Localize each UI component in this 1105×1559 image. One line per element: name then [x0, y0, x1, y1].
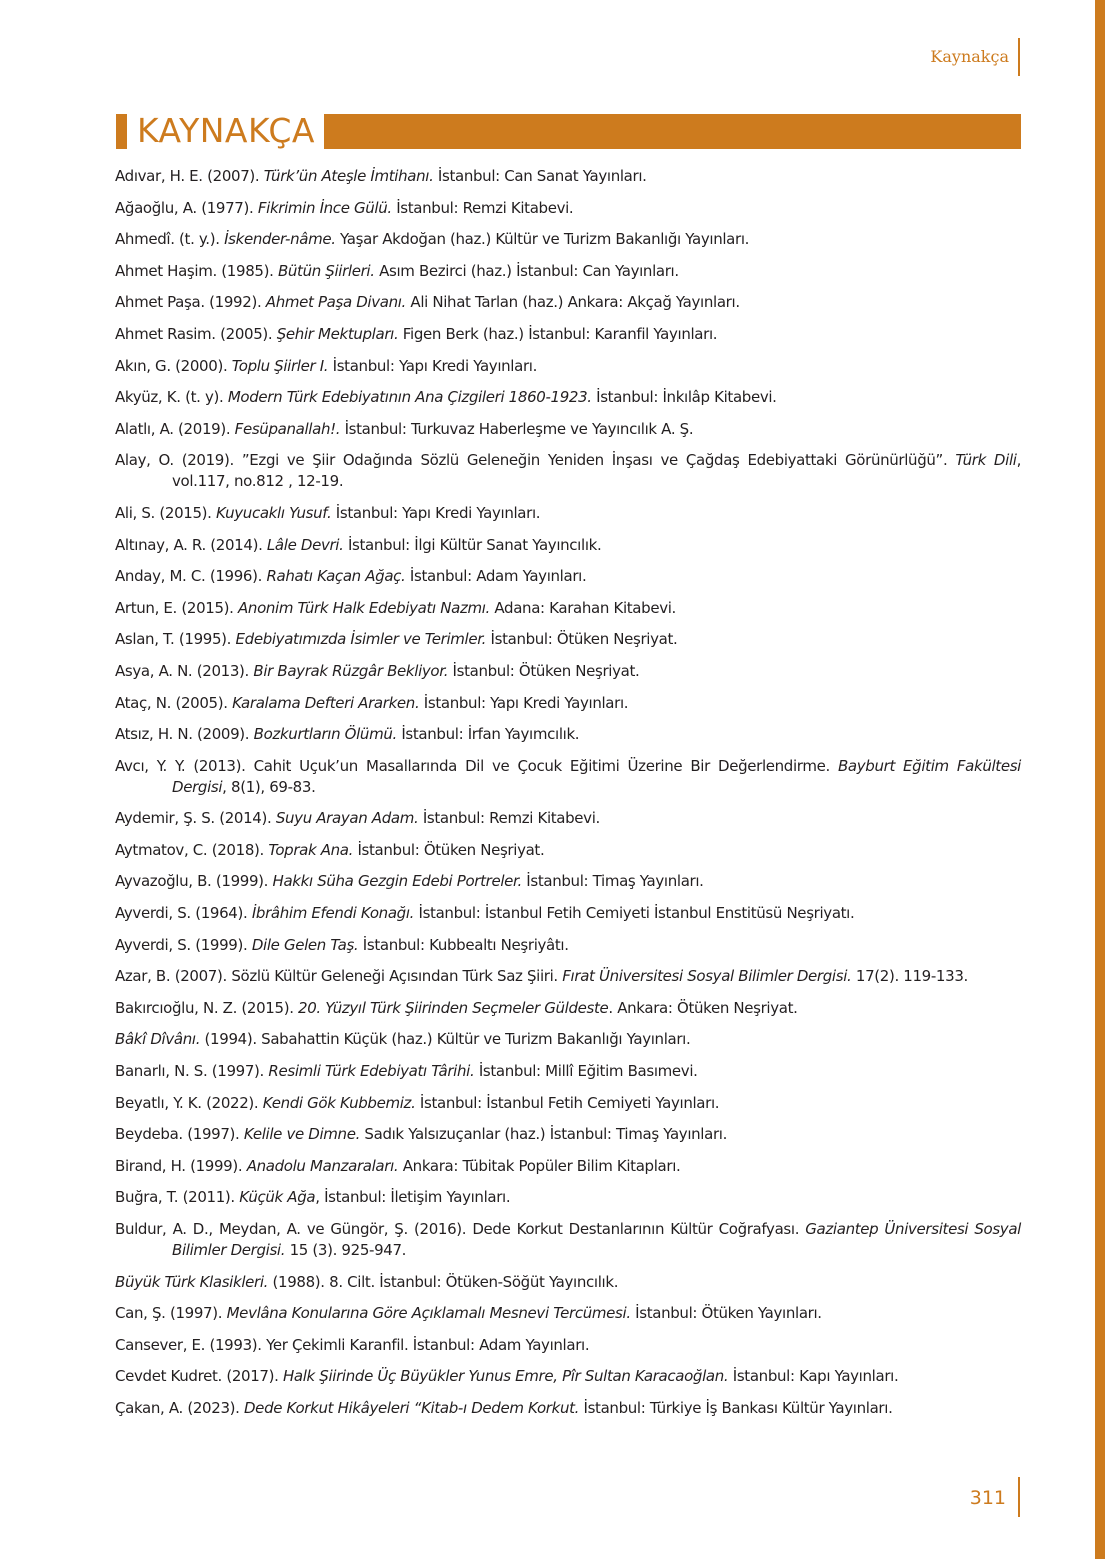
title-bar [324, 114, 1021, 149]
reference-title: Ahmet Paşa Divanı. [265, 293, 406, 312]
reference-text: Can, Ş. (1997). [115, 1304, 227, 1323]
reference-text: İstanbul: Remzi Kitabevi. [391, 198, 574, 217]
reference-text: Akın, G. (2000). [115, 356, 232, 375]
reference-text: Asya, A. N. (2013). [115, 661, 254, 680]
reference-title: İskender-nâme. [224, 230, 336, 249]
reference-title: Fikrimin İnce Gülü. [257, 198, 392, 217]
footer-rule [1018, 1477, 1020, 1517]
reference-text: Aydemir, Ş. S. (2014). [115, 809, 276, 828]
reference-title: Bir Bayrak Rüzgâr Bekliyor. [253, 661, 449, 680]
reference-entry [115, 1093, 1021, 1114]
reference-text: (1988). 8. Cilt. İstanbul: Ötüken-Söğüt Yayıncılık. [268, 1272, 619, 1291]
reference-text: İstanbul: Ötüken Neşriyat. [448, 661, 640, 680]
reference-title: Fırat Üniversitesi Sosyal Bilimler Dergisi. [562, 967, 852, 986]
reference-text: Alay, O. (2019). ”Ezgi ve Şiir Odağında Sözlü Geleneğin Yeniden İnşası ve Çağdaş Edebiyattaki Görünürlüğü”. [115, 451, 956, 470]
reference-entry [115, 661, 1021, 682]
reference-text: Aytmatov, C. (2018). [115, 840, 269, 859]
reference-entry [115, 840, 1021, 861]
reference-text: İstanbul: Yapı Kredi Yayınları. [419, 693, 629, 712]
page-number: 311 [969, 1487, 1006, 1509]
reference-entry [115, 1187, 1021, 1208]
reference-entry [115, 1124, 1021, 1145]
reference-text: Ahmet Paşa. (1992). [115, 293, 266, 312]
reference-text: , 8(1), 69-83. [222, 777, 316, 796]
reference-text: Beyatlı, Y. K. (2022). [115, 1093, 263, 1112]
reference-text: 17(2). 119-133. [851, 967, 968, 986]
reference-entry [115, 166, 1021, 187]
reference-title: Dede Korkut Hikâyeleri “Kitab-ı Dedem Korkut. [243, 1398, 580, 1417]
reference-entry [115, 356, 1021, 377]
reference-text: İstanbul: İlgi Kültür Sanat Yayıncılık. [343, 535, 602, 554]
reference-title: Şehir Mektupları. [276, 324, 399, 343]
reference-entry [115, 387, 1021, 408]
reference-text: Buğra, T. (2011). [115, 1188, 240, 1207]
reference-entry [115, 1366, 1021, 1387]
reference-entry [115, 693, 1021, 714]
reference-title: Resimli Türk Edebiyatı Târihi. [268, 1062, 475, 1081]
running-header: Kaynakça [930, 47, 1009, 66]
reference-title: Mevlâna Konularına Göre Açıklamalı Mesnevi Tercümesi. [226, 1304, 631, 1323]
header-rule [1018, 38, 1020, 76]
reference-text: İstanbul: Yapı Kredi Yayınları. [328, 356, 538, 375]
reference-title: Kelile ve Dimne. [243, 1125, 361, 1144]
reference-title: Halk Şiirinde Üç Büyükler Yunus Emre, Pîr Sultan Karacaoğlan. [282, 1367, 729, 1386]
reference-text: Atsız, H. N. (2009). [115, 725, 254, 744]
reference-text: Asım Bezirci (haz.) İstanbul: Can Yayınları. [374, 261, 679, 280]
reference-entry [115, 966, 1021, 987]
reference-text: İstanbul: Türkiye İş Bankası Kültür Yayınları. [579, 1398, 893, 1417]
reference-title: Edebiyatımızda İsimler ve Terimler. [235, 630, 487, 649]
page-edge-accent [1095, 0, 1105, 1559]
reference-title: Toplu Şiirler I. [231, 356, 329, 375]
reference-text: . Ankara: Ötüken Neşriyat. [608, 998, 798, 1017]
reference-entry [115, 535, 1021, 556]
reference-text: Ayverdi, S. (1964). [115, 904, 252, 923]
reference-text: Anday, M. C. (1996). [115, 567, 267, 586]
reference-text: İstanbul: Yapı Kredi Yayınları. [331, 503, 541, 522]
reference-text: 15 (3). 925-947. [285, 1241, 407, 1259]
reference-title: İbrâhim Efendi Konağı. [251, 904, 415, 923]
reference-text: Avcı, Y. Y. (2013). Cahit Uçuk’un Masallarında Dil ve Çocuk Eğitimi Üzerine Bir Değerlendirme. [115, 756, 838, 775]
reference-text: Buldur, A. D., Meydan, A. ve Güngör, Ş. (2016). Dede Korkut Destanlarının Kültür Coğrafyası. [115, 1220, 806, 1238]
reference-text: Ayverdi, S. (1999). [115, 935, 252, 954]
reference-text: Beydeba. (1997). [115, 1125, 244, 1144]
reference-text: Altınay, A. R. (2014). [115, 535, 267, 554]
reference-text: İstanbul: İstanbul Fetih Cemiyeti İstanbul Enstitüsü Neşriyatı. [414, 904, 855, 923]
reference-entry [115, 1303, 1021, 1324]
reference-text: (1994). Sabahattin Küçük (haz.) Kültür ve Turizm Bakanlığı Yayınları. [200, 1030, 691, 1049]
reference-text: İstanbul: Timaş Yayınları. [521, 872, 704, 891]
reference-text: Ankara: Tübitak Popüler Bilim Kitapları. [398, 1156, 681, 1175]
reference-title: 20. Yüzyıl Türk Şiirinden Seçmeler Güldeste [298, 998, 609, 1017]
reference-text: Birand, H. (1999). [115, 1156, 247, 1175]
reference-text: Bakırcıoğlu, N. Z. (2015). [115, 998, 299, 1017]
reference-entry [115, 1219, 1021, 1261]
section-title: KAYNAKÇA [137, 111, 315, 150]
reference-text: Alatlı, A. (2019). [115, 419, 235, 438]
reference-text: İstanbul: Ötüken Neşriyat. [353, 840, 545, 859]
reference-entry [115, 198, 1021, 219]
reference-text: Akyüz, K. (t. y). [115, 388, 228, 407]
reference-entry [115, 503, 1021, 524]
reference-title: Küçük Ağa [239, 1188, 316, 1207]
reference-title: Dile Gelen Taş. [251, 935, 359, 954]
reference-text: Ali Nihat Tarlan (haz.) Ankara: Akçağ Yayınları. [405, 293, 740, 312]
reference-title: Gaziantep Üniversitesi Sosyal Bilimler Dergisi. [172, 1220, 1021, 1259]
title-marker [116, 114, 127, 149]
reference-entry [115, 1156, 1021, 1177]
reference-title: Suyu Arayan Adam. [275, 809, 419, 828]
reference-title: Kuyucaklı Yusuf. [216, 503, 332, 522]
reference-text: İstanbul: Adam Yayınları. [405, 567, 587, 586]
reference-title: Toprak Ana. [268, 840, 354, 859]
reference-entry [115, 419, 1021, 440]
reference-text: Yaşar Akdoğan (haz.) Kültür ve Turizm Bakanlığı Yayınları. [335, 230, 750, 249]
reference-title: Büyük Türk Klasikleri. [115, 1272, 269, 1291]
reference-title: Modern Türk Edebiyatının Ana Çizgileri 1860-1923. [227, 388, 592, 407]
reference-text: Figen Berk (haz.) İstanbul: Karanfil Yayınları. [398, 324, 718, 343]
reference-title: Bayburt Eğitim Fakültesi Dergisi [172, 756, 1021, 796]
reference-text: Artun, E. (2015). [115, 598, 238, 617]
reference-text: Adıvar, H. E. (2007). [115, 167, 264, 185]
reference-text: İstanbul: Can Sanat Yayınları. [433, 167, 647, 185]
reference-text: Azar, B. (2007). Sözlü Kültür Geleneği Açısından Türk Saz Şiiri. [115, 967, 563, 986]
reference-text: İstanbul: Kubbealtı Neşriyâtı. [358, 935, 569, 954]
reference-title: Anonim Türk Halk Edebiyatı Nazmı. [238, 598, 490, 617]
reference-text: Adana: Karahan Kitabevi. [489, 598, 676, 617]
reference-entry [115, 1272, 1021, 1293]
reference-entry [115, 935, 1021, 956]
reference-text: Ayvazoğlu, B. (1999). [115, 872, 273, 891]
reference-entry [115, 229, 1021, 250]
reference-text: Sadık Yalsızuçanlar (haz.) İstanbul: Timaş Yayınları. [360, 1125, 728, 1144]
reference-text: İstanbul: Ötüken Yayınları. [630, 1304, 822, 1323]
reference-title: Türk’ün Ateşle İmtihanı. [263, 167, 434, 185]
reference-title: Fesüpanallah!. [234, 419, 341, 438]
reference-entry [115, 324, 1021, 345]
reference-entry [115, 1029, 1021, 1050]
reference-title: Bütün Şiirleri. [277, 261, 375, 280]
reference-text: Ataç, N. (2005). [115, 693, 233, 712]
reference-text: Ali, S. (2015). [115, 503, 217, 522]
reference-title: Anadolu Manzaraları. [246, 1156, 399, 1175]
reference-text: İstanbul: İrfan Yayımcılık. [396, 725, 580, 744]
reference-entry [115, 871, 1021, 892]
reference-text: İstanbul: Remzi Kitabevi. [418, 809, 600, 828]
reference-text: İstanbul: Millî Eğitim Basımevi. [474, 1062, 698, 1081]
reference-text: Cansever, E. (1993). Yer Çekimli Karanfil. İstanbul: Adam Yayınları. [115, 1335, 590, 1354]
reference-entry [115, 566, 1021, 587]
reference-text: Ahmet Haşim. (1985). [115, 261, 278, 280]
reference-text: , İstanbul: İletişim Yayınları. [315, 1188, 511, 1207]
reference-entry [115, 808, 1021, 829]
reference-entry [115, 903, 1021, 924]
reference-entry [115, 598, 1021, 619]
reference-list [115, 166, 1021, 1430]
reference-title: Bâkî Dîvânı. [115, 1030, 201, 1049]
reference-entry [115, 629, 1021, 650]
reference-text: Çakan, A. (2023). [115, 1398, 244, 1417]
reference-text: İstanbul: Turkuvaz Haberleşme ve Yayıncılık A. Ş. [340, 419, 694, 438]
reference-text: Ahmet Rasim. (2005). [115, 324, 277, 343]
reference-title: Bozkurtların Ölümü. [253, 725, 397, 744]
reference-entry [115, 1398, 1021, 1419]
reference-text: Ağaoğlu, A. (1977). [115, 198, 258, 217]
reference-title: Kendi Gök Kubbemiz. [262, 1093, 416, 1112]
reference-text: İstanbul: İnkılâp Kitabevi. [591, 388, 777, 407]
reference-title: Lâle Devri. [266, 535, 344, 554]
reference-title: Türk Dili [955, 451, 1017, 470]
reference-entry [115, 450, 1021, 492]
reference-entry [115, 1061, 1021, 1082]
reference-entry [115, 998, 1021, 1019]
reference-entry [115, 1335, 1021, 1356]
reference-entry [115, 292, 1021, 313]
reference-text: Ahmedî. (t. y.). [115, 230, 225, 249]
reference-text: İstanbul: Kapı Yayınları. [728, 1367, 899, 1386]
reference-text: , vol.117, no.812 , 12-19. [172, 451, 1021, 491]
reference-entry [115, 724, 1021, 745]
reference-text: İstanbul: İstanbul Fetih Cemiyeti Yayınları. [415, 1093, 720, 1112]
reference-text: İstanbul: Ötüken Neşriyat. [486, 630, 678, 649]
reference-text: Banarlı, N. S. (1997). [115, 1062, 269, 1081]
reference-title: Karalama Defteri Ararken. [232, 693, 420, 712]
reference-title: Hakkı Süha Gezgin Edebi Portreler. [272, 872, 522, 891]
reference-entry [115, 756, 1021, 798]
reference-text: Cevdet Kudret. (2017). [115, 1367, 283, 1386]
reference-entry [115, 261, 1021, 282]
reference-text: Aslan, T. (1995). [115, 630, 236, 649]
reference-title: Rahatı Kaçan Ağaç. [266, 567, 406, 586]
